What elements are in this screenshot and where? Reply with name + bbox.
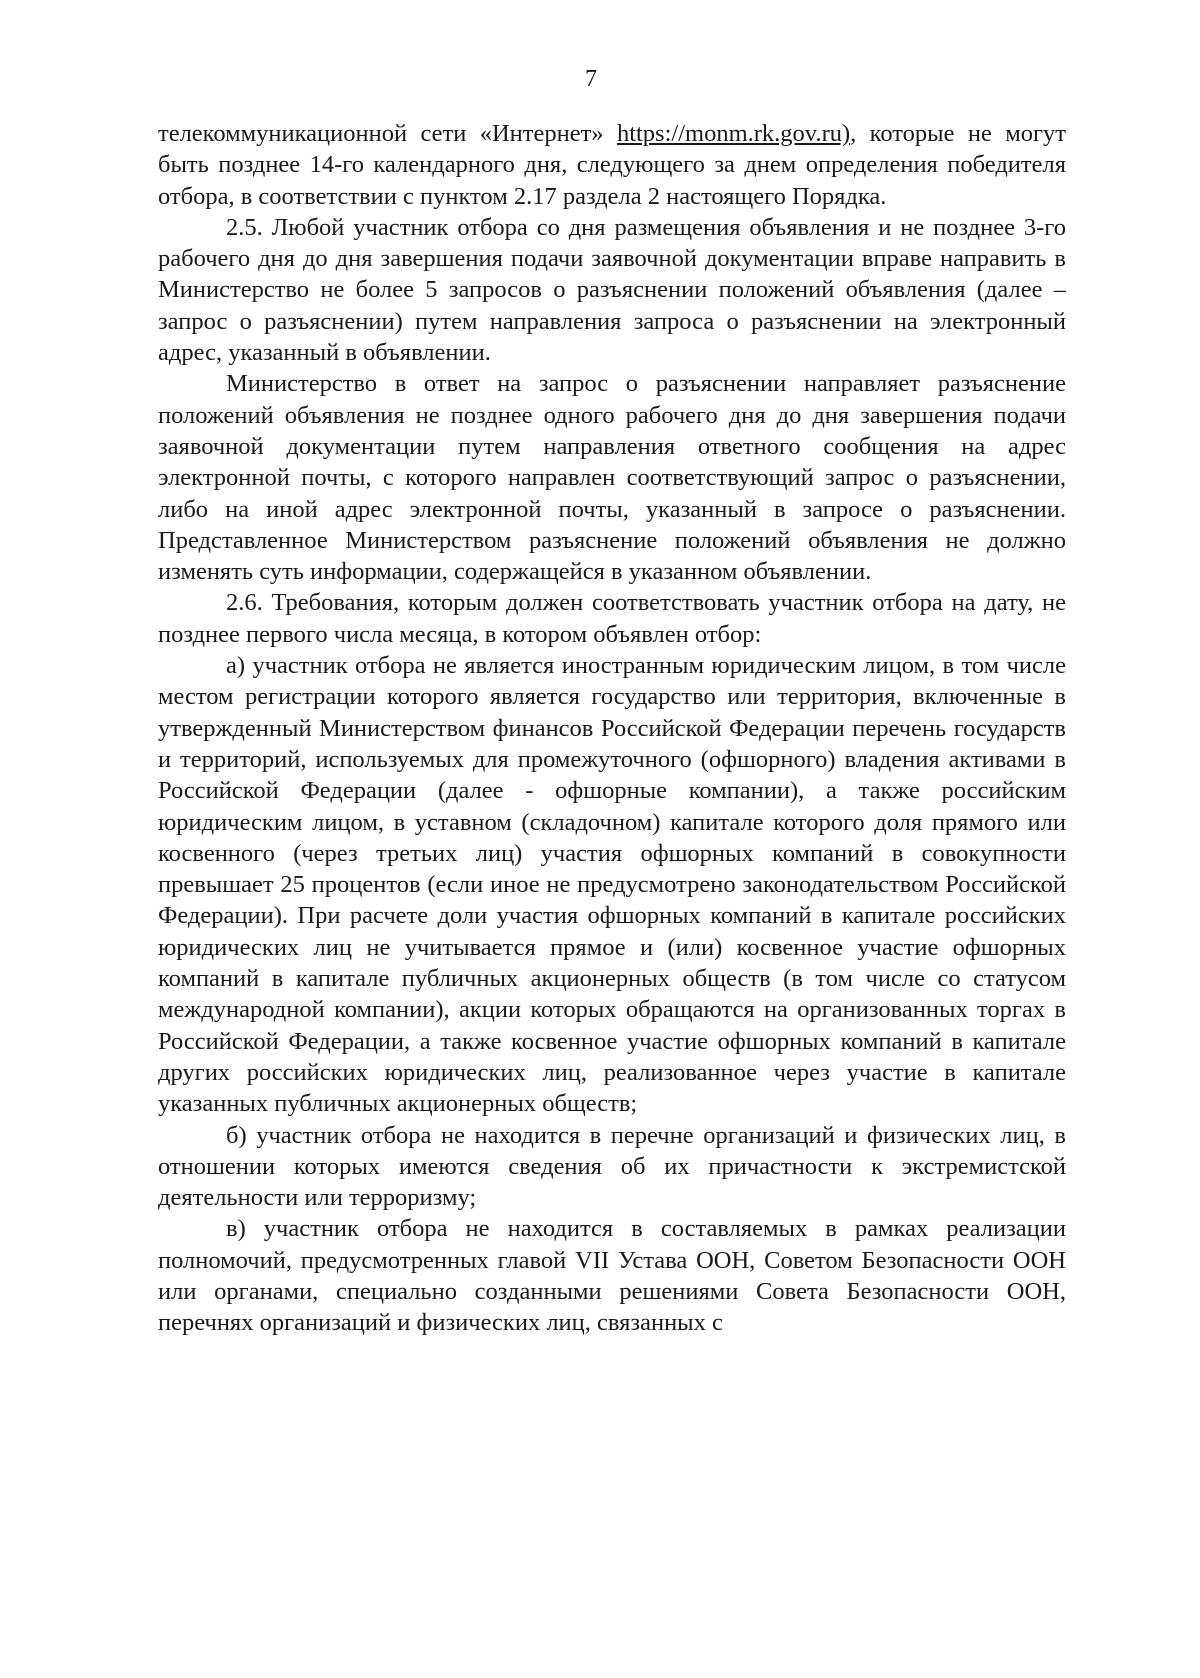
paragraph-item-v: в) участник отбора не находится в составляемых в рамках реализации полномочий, предусмотренных главой VII Устава ООН, Советом Безопасности ООН или органами, специально созданными решениями Совета Безопасности ООН, перечнях организаций и физических лиц, связанных с	[158, 1215, 1066, 1337]
paragraph-text: , которые не могут быть позднее 14-го календарного дня, следующего за днем определения победителя отбора, в соответствии с пунктом 2.17 раздела 2 настоящего Порядка.	[158, 120, 1066, 210]
paragraph-item-a: а) участник отбора не является иностранным юридическим лицом, в том числе местом регистрации которого является государство или территория, включенные в утвержденный Министерством финансов Российской Федерации перечень государств и территорий, используемых для промежуточного (офшорного) владения активами в Российской Федерации (далее - офшорные компании), а также российским юридическим лицом, в уставном (складочном) капитале которого доля прямого или косвенного (через третьих лиц) участия офшорных компаний в совокупности превышает 25 процентов (если иное не предусмотрено законодательством Российской Федерации). При расчете доли участия офшорных компаний в капитале российских юридических лиц не учитывается прямое и (или) косвенное участие офшорных компаний в капитале публичных акционерных обществ (в том числе со статусом международной компании), акции которых обращаются на организованных торгах в Российской Федерации, а также косвенное участие офшорных компаний в капитале других российских юридических лиц, реализованное через участие в капитале указанных публичных акционерных обществ;	[158, 652, 1066, 1118]
paragraph-text: телекоммуникационной сети «Интернет»	[158, 120, 617, 147]
page-number: 7	[585, 66, 597, 92]
paragraph-2-5-clarification-request: 2.5. Любой участник отбора со дня размещения объявления и не позднее 3-го рабочего дня до дня завершения подачи заявочной документации вправе направить в Министерство не более 5 запросов о разъяснении положений объявления (далее – запрос о разъяснении) путем направления запроса о разъяснении на электронный адрес, указанный в объявлении.	[158, 213, 1066, 367]
paragraph-item-b: б) участник отбора не находится в перечне организаций и физических лиц, в отношении которых имеются сведения об их причастности к экстремистской деятельности или терроризму;	[158, 1121, 1066, 1212]
paragraph-ministry-response: Министерство в ответ на запрос о разъяснении направляет разъяснение положений объявления не позднее одного рабочего дня до дня завершения подачи заявочной документации путем направления ответного сообщения на адрес электронной почты, с которого направлен соответствующий запрос о разъяснении, либо на иной адрес электронной почты, указанный в запросе о разъяснении. Представленное Министерством разъяснение положений объявления не должно изменять суть информации, содержащейся в указанном объявлении.	[158, 370, 1066, 586]
paragraph-contact-deadline	[158, 118, 1066, 212]
website-link[interactable]: https://monm.rk.gov.ru)	[616, 120, 851, 147]
paragraph-2-6-requirements: 2.6. Требования, которым должен соответствовать участник отбора на дату, не позднее первого числа месяца, в котором объявлен отбор:	[158, 589, 1066, 648]
document-body	[158, 118, 1066, 1339]
